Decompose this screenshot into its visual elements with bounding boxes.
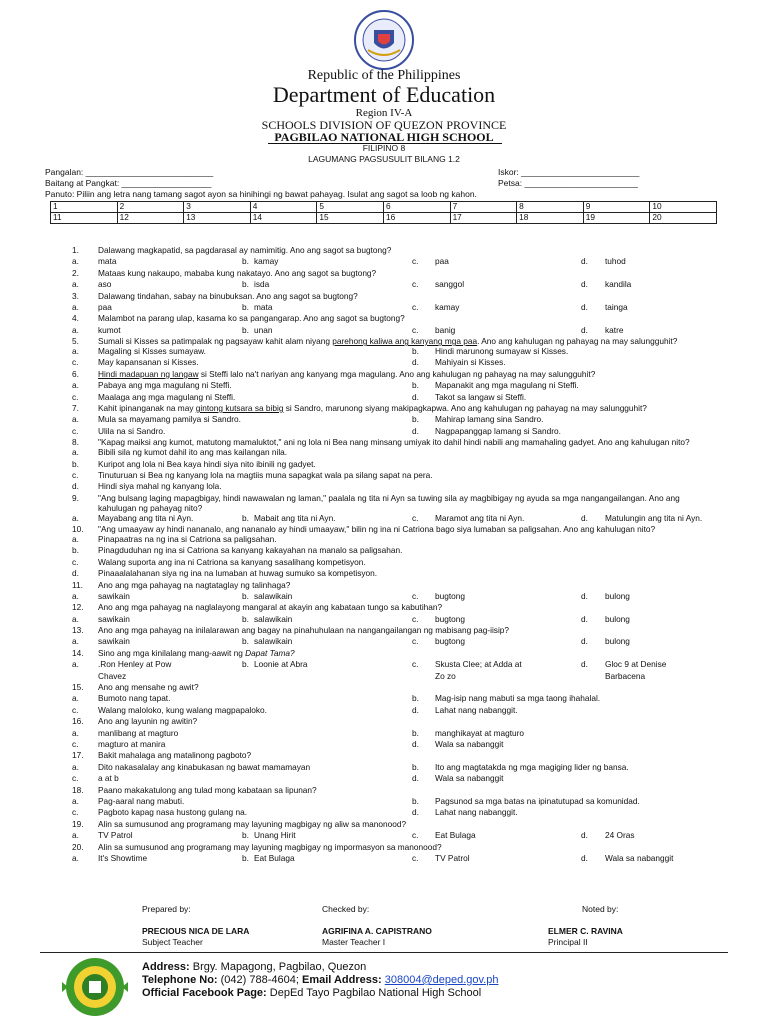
question-item: 11. Ano ang mga pahayag na nagtataglay ng talinhaga? (72, 581, 720, 592)
choice-row: a. sawikain b. salawikain c. bugtong d. bulong (72, 613, 630, 624)
answer-cell[interactable]: 7 (450, 202, 517, 213)
question-text: Bakit mahalaga ang matalinong pagboto? (98, 750, 252, 761)
choice-c[interactable]: Skusta Clee; at Adda at (435, 659, 522, 670)
answer-cell[interactable]: 19 (583, 212, 650, 223)
answer-cell[interactable]: 9 (583, 202, 650, 213)
answer-cell[interactable]: 18 (517, 212, 584, 223)
choice-row: a. paa b. mata c. kamay d. tainga (72, 301, 628, 312)
choice-row: a. Pinapaatras na ng ina si Catriona sa paligsahan. (72, 533, 277, 544)
question-item: 19. Alin sa sumusunod ang programang may layuning magbigay ng aliw sa manonood? (72, 820, 720, 831)
name-field[interactable]: Pangalan: ___________________________ (45, 167, 214, 177)
choice-row: b. Pinagduduhan ng ina si Catriona sa kanyang kakayahan na manalo sa paligsahan. (72, 545, 403, 556)
choice-d[interactable]: bulong (605, 613, 630, 624)
answer-table (50, 201, 717, 224)
question-item: 13. Ano ang mga pahayag na inilalarawan ang bagay na pinahuhulaan na nangangailangan ng mabisang pag-iisip? (72, 626, 720, 637)
question-text: Dalawang magkapatid, sa pagdarasal ay namimitig. Ano ang sagot sa bugtong? (98, 245, 392, 255)
footer-divider (40, 952, 728, 953)
question-text: Alin sa sumusunod ang programang may layuning magbigay ng aliw sa manonood? (98, 818, 407, 829)
choice-c[interactable]: TV Patrol (435, 852, 470, 863)
choice-a[interactable]: Mayabang ang tita ni Ayn. (98, 512, 194, 523)
question-text: Paano makakatulong ang tulad mong kabataan sa lipunan? (98, 784, 317, 795)
question-item: 17. Bakit mahalaga ang matalinong pagboto? (72, 751, 720, 762)
question-item: 10. "Ang umaayaw ay hindi nananalo, ang nananalo ay hindi umaayaw," bilin ng ina ni Catriona bago siya lumaban sa paligsahan. Ano ang kahulugan nito? (72, 525, 720, 535)
choice-a[interactable]: Mula sa mayamang pamilya si Sandro. (98, 414, 241, 425)
question-item: 1. Dalawang magkapatid, sa pagdarasal ay namimitig. Ano ang sagot sa bugtong? (72, 246, 720, 257)
answer-cell[interactable]: 15 (317, 212, 384, 223)
choice-c[interactable]: bugtong (435, 590, 465, 601)
choice-row: a. Pabaya ang mga magulang ni Steffi. b. Mapanakit ang mga magulang ni Steffi. (72, 380, 579, 391)
answer-cell[interactable]: 10 (650, 202, 717, 213)
choice-d[interactable]: Gloc 9 at Denise (605, 659, 667, 670)
choice-a[interactable]: TV Patrol (98, 830, 133, 841)
choice-row: a. sawikain b. salawikain c. bugtong d. bulong (72, 636, 630, 647)
choice-row: a. sawikain b. salawikain c. bugtong d. bulong (72, 590, 630, 601)
question-item: 6. Hindi madapuan ng langaw si Steffi lalo na't nariyan ang kanyang mga magulang. Ano ang kahulugan ng pahayag na may salungguhit? (72, 370, 720, 381)
answer-cell[interactable]: 16 (383, 212, 450, 223)
choice-d-cont: Barbacena (605, 670, 646, 681)
noted-label: Noted by: (582, 904, 619, 914)
choice-d[interactable]: bulong (605, 590, 630, 601)
question-item: 8. "Kapag maiksi ang kumot, matutong mamaluktot," ani ng lola ni Bea nang minsang umiyak ito dahil hindi nabili ang mamahaling gadyet. Ano ang kahulugan nito? (72, 438, 720, 448)
choice-d[interactable]: Lahat nang nabanggit. (435, 704, 518, 715)
choice-row: a. .Ron Henley at Pow b. Loonie at Abra c. Skusta Clee; at Adda at d. Gloc 9 at Denise (72, 659, 667, 670)
prepared-label: Prepared by: (142, 904, 191, 914)
question-item: 20. Alin sa sumusunod ang programang may layuning magbigay ng impormasyon sa manonood? (72, 843, 720, 854)
question-item: 5. Sumali si Kisses sa patimpalak ng pagsayaw kahit alam niyang parehong kaliwa ang kanyang mga paa. Ano ang kahulugan ng pahayag na may salungguhit? (72, 337, 720, 347)
choice-row: a. mata b. kamay c. paa d. tuhod (72, 256, 626, 267)
choice-row: a. Mula sa mayamang pamilya si Sandro. b. Mahirap lamang sina Sandro. (72, 414, 544, 425)
choice-b[interactable]: Mahirap lamang sina Sandro. (435, 414, 544, 425)
question-item: 4. Malambot na parang ulap, kasama ko sa pangangarap. Ano ang sagot sa bugtong? (72, 314, 720, 325)
choice-b[interactable]: Unang Hirit (254, 830, 296, 841)
choice-c-cont: Zo zo (435, 670, 456, 681)
footer-contact: Telephone No: (042) 788-4604; Email Address: 308004@deped.gov.ph (142, 974, 499, 986)
answer-row-2 (51, 212, 717, 223)
footer-facebook: Official Facebook Page: DepEd Tayo Pagbilao National High School (142, 987, 482, 999)
answer-cell[interactable]: 20 (650, 212, 717, 223)
choice-row: d. Hindi siya mahal ng kanyang lola. (72, 481, 222, 492)
question-text: "Ang umaayaw ay hindi nananalo, ang nananalo ay hindi umaayaw," bilin ng ina ni Catriona bago siya lumaban sa paligsahan. Ano ang kahulugan nito? (98, 524, 656, 535)
choice-row: a. Bumoto nang tapat. b. Mag-isip nang mabuti sa mga taong ihahalal. (72, 693, 601, 704)
choice-row: a. Bibili sila ng kumot dahil ito ang mas kailangan nila. (72, 447, 288, 458)
choice-d[interactable]: tuhod (605, 256, 626, 267)
republic-heading: Republic of the Philippines (307, 68, 461, 83)
choice-row: a. TV Patrol b. Unang Hirit c. Eat Bulaga d. 24 Oras (72, 830, 635, 841)
choice-c[interactable]: banig (435, 324, 456, 335)
choice-d[interactable]: 24 Oras (605, 830, 635, 841)
choice-b[interactable]: Ito ang magtatakda ng mga magiging lider ng bansa. (435, 761, 629, 772)
choice-b[interactable]: Mabait ang tita ni Ayn. (254, 512, 336, 523)
choice-c[interactable]: Ulila na si Sandro. (98, 425, 166, 436)
question-text: Mataas kung nakaupo, mababa kung nakatayo. Ano ang sagot sa bugtong? (98, 267, 377, 278)
choice-a[interactable]: sawikain (98, 636, 130, 647)
choice-b[interactable]: Loonie at Abra (254, 659, 308, 670)
checked-name: AGRIFINA A. CAPISTRANO (322, 926, 432, 936)
question-item: 12. Ano ang mga pahayag na naglalayong mangaral at akayin ang kabataan tungo sa kabutihan? (72, 603, 720, 614)
choice-row: d. Pinaaalalahanan siya ng ina na lumaban at huwag sumuko sa kompetisyon. (72, 568, 378, 579)
choice-a-cont: Chavez (98, 670, 127, 681)
question-text: Ano ang mensahe ng awit? (98, 682, 199, 693)
choice-d[interactable]: Mahiyain si Kisses. (435, 357, 506, 368)
noted-role: Principal II (548, 937, 588, 947)
choice-row: a. manlibang at magturo b. manghikayat at magturo (72, 727, 525, 738)
choice-row: c. Walang suporta ang ina ni Catriona sa kanyang sasalihang kompetisyon. (72, 556, 366, 567)
choice-a[interactable]: mata (98, 256, 117, 267)
question-text: Ano ang mga pahayag na naglalayong mangaral at akayin ang kabataan tungo sa kabutihan? (98, 602, 443, 613)
deped-seal-icon (340, 10, 428, 70)
choice-b[interactable]: Mag-isip nang mabuti sa mga taong ihahalal. (435, 693, 601, 704)
question-text: Alin sa sumusunod ang programang may layuning magbigay ng impormasyon sa manonood? (98, 841, 442, 852)
choice-row: c. Tinuturuan si Bea ng kanyang lola na magtiis muna sapagkat wala pa silang sapat na pera. (72, 469, 433, 480)
instructions: Panuto: Piliin ang letra nang tamang sagot ayon sa hinihingi ng bawat pahayag. Isulat ang sagot sa loob ng kahon. (45, 189, 477, 199)
choice-c[interactable]: bugtong (435, 613, 465, 624)
question-text: Hindi madapuan ng langaw si Steffi lalo na't nariyan ang kanyang mga magulang. Ano ang kahulugan ng pahayag na may salungguhit? (98, 368, 596, 379)
choice-c[interactable]: sanggol (435, 279, 465, 290)
question-item: 7. Kahit ipinanganak na may gintong kutsara sa bibig si Sandro, marunong siyang makipagkapwa. Ano ang kahulugan ng pahayag na may salungguhit? (72, 404, 720, 415)
question-list (72, 246, 720, 865)
subject-label: FILIPINO 8 (362, 143, 406, 153)
question-text: "Kapag maiksi ang kumot, matutong mamaluktot," ani ng lola ni Bea nang minsang umiyak ito dahil hindi nabili ang mamahaling gadyet. Ano ang kahulugan nito? (98, 437, 690, 448)
choice-a[interactable]: kumot (98, 324, 121, 335)
date-field[interactable]: Petsa: ________________________ (498, 178, 638, 188)
choice-row: a. aso b. isda c. sanggol d. kandila (72, 279, 632, 290)
choice-d[interactable]: tainga (605, 301, 628, 312)
choice-b[interactable]: Mapanakit ang mga magulang ni Steffi. (435, 380, 579, 391)
prepared-role: Subject Teacher (142, 937, 203, 947)
choice-b[interactable]: Hindi marunong sumayaw si Kisses. (435, 346, 569, 357)
answer-cell[interactable]: 3 (184, 202, 251, 213)
choice-a[interactable]: Magaling si Kisses sumayaw. (98, 346, 206, 357)
choice-b[interactable]: isda (254, 279, 270, 290)
answer-cell[interactable]: 14 (250, 212, 317, 223)
choice-b[interactable]: Eat Bulaga (254, 852, 295, 863)
choice-c[interactable]: paa (435, 256, 449, 267)
choice-row: c. magturo at manira d. Wala sa nabanggit (72, 739, 504, 749)
choice-a[interactable]: .Ron Henley at Pow (98, 659, 172, 670)
choice-a[interactable]: Pag-aaral nang mabuti. (98, 795, 185, 806)
prepared-name: PRECIOUS NICA DE LARA (142, 926, 250, 936)
question-text: "Ang bulsang laging mapagbigay, hindi nawawalan ng laman," paalala ng tita ni Ayn sa tuwing sila ay magbibigay ng ayuda sa mga nangangailangan. Ano ang kahulugan ng pahayag nito? (98, 492, 680, 513)
noted-name: ELMER C. RAVINA (548, 926, 623, 936)
choice-b[interactable]: unan (254, 324, 273, 335)
exam-title: LAGUMANG PAGSUSULIT BILANG 1.2 (308, 154, 460, 164)
answer-cell[interactable]: 8 (517, 202, 584, 213)
school-heading: PAGBILAO NATIONAL HIGH SCHOOL (274, 130, 494, 144)
grade-section-field[interactable]: Baitang at Pangkat: ___________________ (45, 178, 212, 188)
question-text: Malambot na parang ulap, kasama ko sa pangangarap. Ano ang sagot sa bugtong? (98, 313, 405, 324)
choice-d[interactable]: kandila (605, 279, 632, 290)
choice-b[interactable]: Pagsunod sa mga batas na ipinatutupad sa komunidad. (435, 795, 640, 806)
question-text: Ano ang layunin ng awitin? (98, 716, 198, 727)
email-link[interactable]: 308004@deped.gov.ph (384, 974, 499, 986)
choice-a[interactable]: aso (98, 279, 112, 290)
choice-row: a. Pag-aaral nang mabuti. b. Pagsunod sa mga batas na ipinatutupad sa komunidad. (72, 795, 640, 806)
question-item: 2. Mataas kung nakaupo, mababa kung nakatayo. Ano ang sagot sa bugtong? (72, 269, 720, 280)
choice-d[interactable]: bulong (605, 636, 630, 647)
choice-b[interactable]: salawikain (254, 590, 293, 601)
answer-cell[interactable]: 13 (184, 212, 251, 223)
choice-c[interactable]: Tinuturuan si Bea ng kanyang lola na magtiis muna sapagkat wala pa silang sapat na pera. (98, 469, 433, 480)
choice-a[interactable]: Pabaya ang mga magulang ni Steffi. (98, 380, 232, 391)
choice-row: c. a at b d. Wala sa nabanggit (72, 773, 504, 784)
choice-row: c. Walang maloloko, kung walang magpapaloko. d. Lahat nang nabanggit. (72, 704, 518, 715)
choice-c[interactable]: Walang suporta ang ina ni Catriona sa kanyang sasalihang kompetisyon. (98, 556, 366, 567)
choice-a[interactable]: Bumoto nang tapat. (98, 693, 171, 704)
answer-cell[interactable]: 4 (250, 202, 317, 213)
choice-a[interactable]: paa (98, 301, 112, 312)
answer-cell[interactable]: 2 (117, 202, 184, 213)
school-logo-icon (60, 956, 130, 1018)
choice-d[interactable]: Lahat nang nabanggit. (435, 807, 518, 818)
question-item: 9. "Ang bulsang laging mapagbigay, hindi nawawalan ng laman," paalala ng tita ni Ayn sa tuwing sila ay magbibigay ng ayuda sa mga nangangailangan. Ano ang kahulugan ng pahayag nito? (72, 494, 720, 514)
choice-b[interactable]: manghikayat at magturo (435, 727, 525, 738)
checked-label: Checked by: (322, 904, 370, 914)
choice-b[interactable]: Kuripot ang lola ni Bea kaya hindi siya nito ibinili ng gadyet. (98, 458, 316, 469)
choice-d[interactable]: Takot sa langaw si Steffi. (435, 391, 527, 402)
choice-row: c. Ulila na si Sandro. d. Nagpapanggap lamang si Sandro. (72, 425, 561, 436)
question-item: 14. Sino ang mga kinilalang mang-aawit ng Dapat Tama? (72, 649, 720, 660)
choice-a[interactable]: sawikain (98, 590, 130, 601)
choice-c[interactable]: Maramot ang tita ni Ayn. (435, 512, 525, 523)
choice-row: c. May kapansanan si Kisses. d. Mahiyain si Kisses. (72, 357, 506, 368)
footer-address: Address: Brgy. Mapagong, Pagbilao, Quezon (142, 961, 367, 973)
choice-row: c. Pagboto kapag nasa hustong gulang na. d. Lahat nang nabanggit. (72, 807, 518, 818)
region-heading: Region IV-A (355, 107, 413, 119)
question-item: 18. Paano makakatulong ang tulad mong kabataan sa lipunan? (72, 786, 720, 797)
question-text: Dalawang tindahan, sabay na binubuksan. Ano ang sagot sa bugtong? (98, 290, 358, 301)
choice-row: a. It's Showtime b. Eat Bulaga c. TV Patrol d. Wala sa nabanggit (72, 852, 674, 863)
choice-a[interactable]: It's Showtime (98, 852, 148, 863)
choice-row: a. Mayabang ang tita ni Ayn. b. Mabait ang tita ni Ayn. c. Maramot ang tita ni Ayn. d. Matulungin ang tita ni Ayn. (72, 512, 703, 523)
question-item: 16. Ano ang layunin ng awitin? (72, 717, 720, 728)
choice-c[interactable]: kamay (435, 301, 460, 312)
choice-d[interactable]: Matulungin ang tita ni Ayn. (605, 512, 703, 523)
choice-a[interactable]: Bibili sila ng kumot dahil ito ang mas kailangan nila. (98, 447, 288, 458)
choice-c[interactable]: a at b (98, 773, 119, 784)
choice-a[interactable]: sawikain (98, 613, 130, 624)
choice-d[interactable]: Wala sa nabanggit (435, 739, 504, 749)
answer-cell[interactable]: 6 (383, 202, 450, 213)
choice-c[interactable]: May kapansanan si Kisses. (98, 357, 199, 368)
answer-cell[interactable]: 11 (51, 212, 118, 223)
choice-row: c. Maalaga ang mga magulang ni Steffi. d. Takot sa langaw si Steffi. (72, 391, 527, 402)
answer-cell[interactable]: 17 (450, 212, 517, 223)
checked-role: Master Teacher I (322, 937, 386, 947)
choice-row: a. kumot b. unan c. banig d. katre (72, 324, 624, 335)
answer-cell[interactable]: 12 (117, 212, 184, 223)
choice-d[interactable]: Nagpapanggap lamang si Sandro. (435, 425, 561, 436)
choice-c[interactable]: Pagboto kapag nasa hustong gulang na. (98, 807, 248, 818)
answer-row-1 (51, 202, 717, 213)
department-heading: Department of Education (272, 82, 496, 107)
choice-b[interactable]: mata (254, 301, 273, 312)
choice-d[interactable]: Wala sa nabanggit (605, 852, 674, 863)
question-item: 3. Dalawang tindahan, sabay na binubuksan. Ano ang sagot sa bugtong? (72, 292, 720, 303)
choice-b[interactable]: salawikain (254, 613, 293, 624)
answer-cell[interactable]: 5 (317, 202, 384, 213)
choice-b[interactable]: Pinagduduhan ng ina si Catriona sa kanyang kakayahan na manalo sa paligsahan. (98, 545, 403, 556)
choice-b[interactable]: salawikain (254, 636, 293, 647)
question-text: Ano ang mga pahayag na nagtataglay ng talinhaga? (98, 579, 291, 590)
choice-d[interactable]: katre (605, 324, 624, 335)
choice-a[interactable]: manlibang at magturo (98, 727, 179, 738)
question-text: Sumali si Kisses sa patimpalak ng pagsayaw kahit alam niyang parehong kaliwa ang kanyang mga paa. Ano ang kahulugan ng pahayag na may salungguhit? (98, 336, 678, 347)
question-text: Kahit ipinanganak na may gintong kutsara sa bibig si Sandro, marunong siyang makipagkapwa. Ano ang kahulugan ng pahayag na may salungguhit? (98, 403, 647, 414)
choice-c[interactable]: magturo at manira (98, 739, 166, 749)
question-text: Sino ang mga kinilalang mang-aawit ng Dapat Tama? (98, 647, 295, 658)
choice-row: a. Dito nakasalalay ang kinabukasan ng bawat mamamayan b. Ito ang magtatakda ng mga magiging lider ng bansa. (72, 761, 629, 772)
choice-c[interactable]: Eat Bulaga (435, 830, 476, 841)
question-text: Ano ang mga pahayag na inilalarawan ang bagay na pinahuhulaan na nangangailangan ng mabisang pag-iisip? (98, 625, 510, 636)
choice-d[interactable]: Wala sa nabanggit (435, 773, 504, 784)
choice-d[interactable]: Hindi siya mahal ng kanyang lola. (98, 481, 222, 492)
choice-a[interactable]: Pinapaatras na ng ina si Catriona sa paligsahan. (98, 533, 277, 544)
answer-cell[interactable]: 1 (51, 202, 118, 213)
choice-c[interactable]: bugtong (435, 636, 465, 647)
choice-c[interactable]: Maalaga ang mga magulang ni Steffi. (98, 391, 236, 402)
score-field[interactable]: Iskor: _________________________ (498, 167, 640, 177)
choice-d[interactable]: Pinaaalalahanan siya ng ina na lumaban at huwag sumuko sa kompetisyon. (98, 568, 378, 579)
division-heading: SCHOOLS DIVISION OF QUEZON PROVINCE (261, 118, 507, 132)
choice-c[interactable]: Walang maloloko, kung walang magpapaloko. (98, 704, 267, 715)
question-item: 15. Ano ang mensahe ng awit? (72, 683, 720, 694)
choice-b[interactable]: kamay (254, 256, 279, 267)
choice-row: b. Kuripot ang lola ni Bea kaya hindi siya nito ibinili ng gadyet. (72, 458, 316, 469)
choice-row: a. Magaling si Kisses sumayaw. b. Hindi marunong sumayaw si Kisses. (72, 346, 569, 357)
choice-a[interactable]: Dito nakasalalay ang kinabukasan ng bawat mamamayan (98, 761, 311, 772)
